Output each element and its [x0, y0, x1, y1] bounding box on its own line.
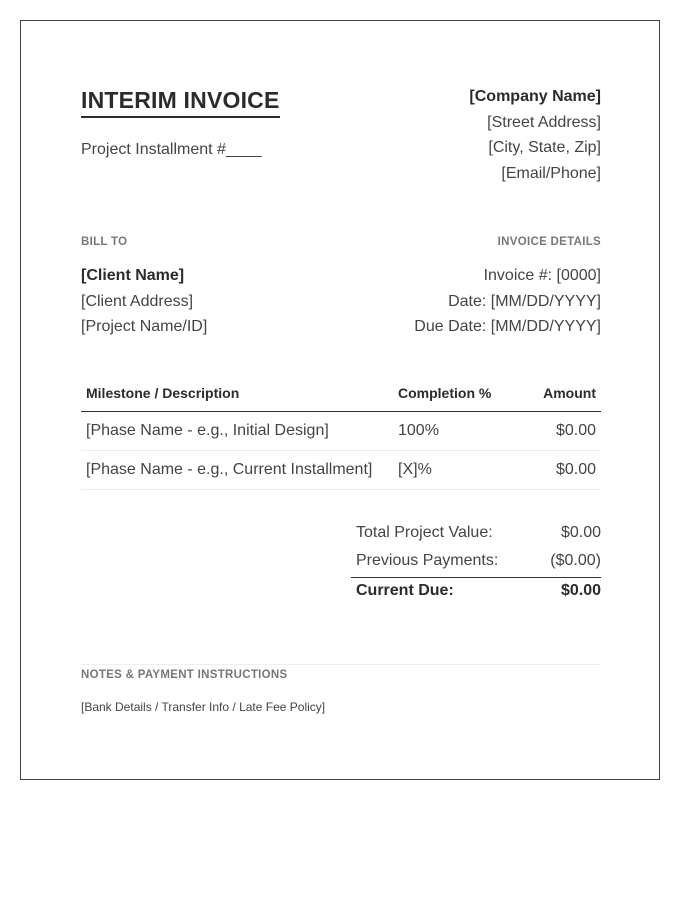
row-completion: 100% — [393, 412, 513, 451]
row-completion: [X]% — [393, 451, 513, 490]
total-project-value-label: Total Project Value: — [356, 524, 493, 541]
project-name: [Project Name/ID] — [81, 318, 208, 335]
bill-to-label: BILL TO — [81, 236, 128, 248]
invoice-date: Date: [MM/DD/YYYY] — [448, 292, 601, 310]
client-name: [Client Name] — [81, 267, 185, 284]
header-completion: Completion % — [393, 375, 513, 412]
milestone-table — [81, 375, 601, 490]
invoice-due-date: Due Date: [MM/DD/YYYY] — [414, 318, 601, 335]
header-amount: Amount — [513, 375, 601, 412]
table-header-row — [81, 375, 601, 412]
current-due-row — [351, 577, 601, 607]
invoice-content — [81, 21, 601, 779]
company-name: [Company Name] — [469, 88, 601, 105]
totals-block — [351, 521, 601, 607]
row-amount: $0.00 — [513, 412, 601, 451]
current-due-value: $0.00 — [560, 582, 601, 599]
invoice-details-label: INVOICE DETAILS — [497, 236, 601, 248]
notes-text: [Bank Details / Transfer Info / Late Fee Policy] — [81, 700, 326, 714]
table-row — [81, 451, 601, 490]
previous-payments-value: ($0.00) — [550, 552, 601, 569]
invoice-details-block — [414, 235, 601, 340]
company-block — [469, 84, 601, 186]
total-project-value: $0.00 — [560, 524, 601, 541]
company-contact: [Email/Phone] — [501, 164, 601, 182]
company-street: [Street Address] — [487, 113, 601, 131]
total-project-value-row — [351, 521, 601, 549]
invoice-title: INTERIM INVOICE — [81, 87, 280, 118]
row-amount: $0.00 — [513, 451, 601, 490]
installment-number: Project Installment #____ — [81, 141, 262, 158]
table-row — [81, 412, 601, 451]
invoice-number: Invoice #: [0000] — [483, 267, 601, 284]
row-description: [Phase Name - e.g., Initial Design] — [81, 412, 393, 451]
notes-block — [81, 664, 601, 714]
notes-label: NOTES & PAYMENT INSTRUCTIONS — [81, 669, 288, 681]
header-description: Milestone / Description — [81, 375, 393, 412]
bill-to-block — [81, 235, 207, 340]
previous-payments-row — [351, 549, 601, 577]
current-due-label: Current Due: — [356, 582, 454, 599]
invoice-page — [20, 20, 660, 780]
client-address: [Client Address] — [81, 292, 194, 310]
row-description: [Phase Name - e.g., Current Installment] — [81, 451, 393, 490]
previous-payments-label: Previous Payments: — [356, 552, 499, 569]
company-city: [City, State, Zip] — [488, 139, 601, 156]
